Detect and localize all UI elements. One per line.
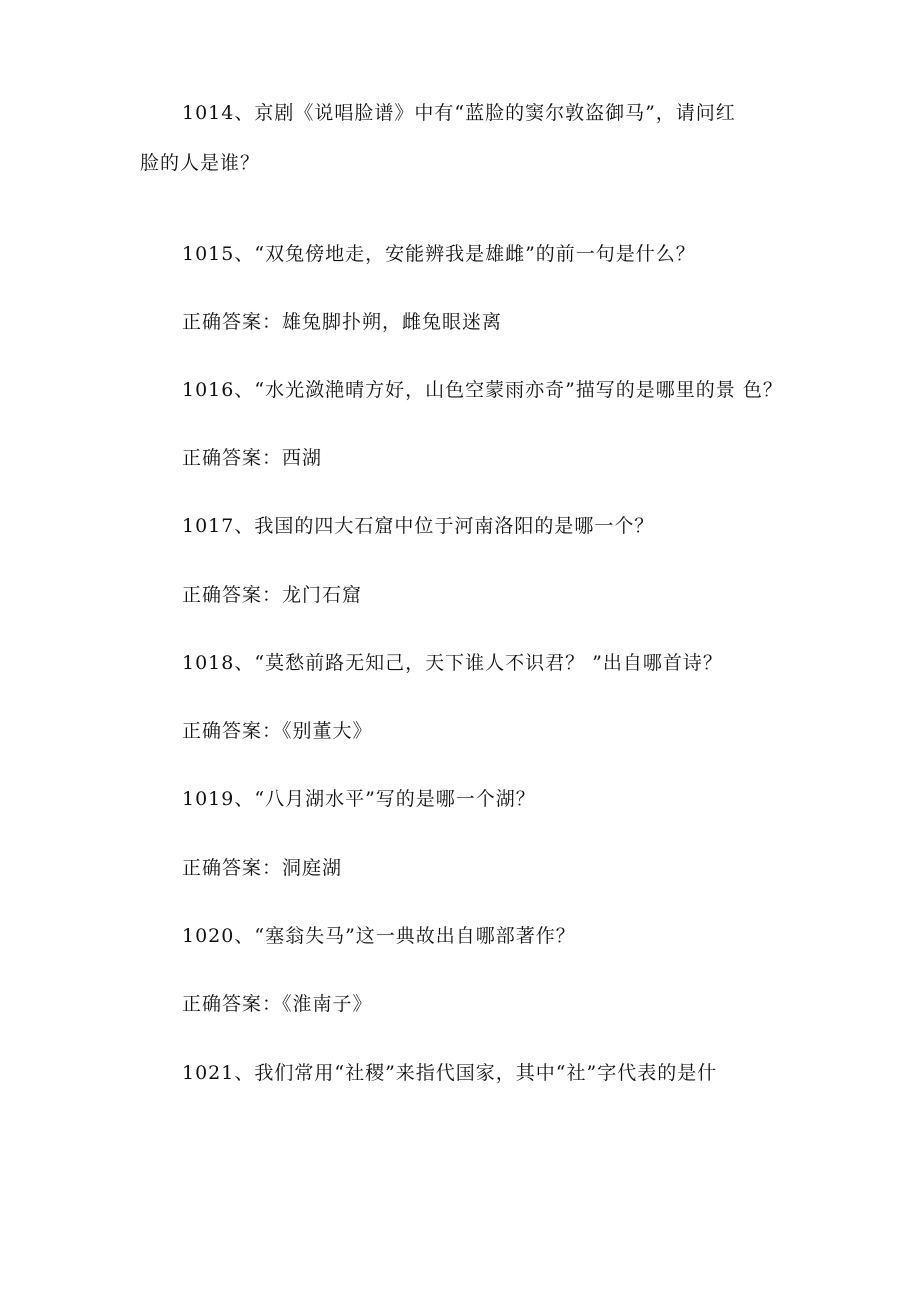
question-1019: 1019、“八月湖水平”写的是哪一个湖？ <box>182 788 536 810</box>
answer-1017: 正确答案：龙门石窟 <box>182 584 363 606</box>
answer-1019: 正确答案：洞庭湖 <box>182 857 343 879</box>
answer-1016: 正确答案：西湖 <box>182 447 323 469</box>
question-1015: 1015、“双兔傍地走，安能辨我是雄雌”的前一句是什么？ <box>182 243 696 265</box>
question-1016: 1016、“水光潋滟晴方好，山色空蒙雨亦奇”描写的是哪里的景 色？ <box>182 379 783 401</box>
answer-1020: 正确答案：《淮南子》 <box>182 993 373 1015</box>
question-1020: 1020、“塞翁失马”这一典故出自哪部著作？ <box>182 925 576 947</box>
question-1018: 1018、“莫愁前路无知己，天下谁人不识君？ ”出自哪首诗？ <box>182 652 723 674</box>
question-1021: 1021、我们常用“社稷”来指代国家，其中“社”字代表的是什 <box>182 1062 718 1084</box>
question-1017: 1017、我国的四大石窟中位于河南洛阳的是哪一个？ <box>182 515 655 537</box>
question-1014-line-2: 脸的人是谁？ <box>140 152 261 174</box>
answer-1015: 正确答案：雄兔脚扑朔，雌兔眼迷离 <box>182 311 503 333</box>
answer-1018: 正确答案：《别董大》 <box>182 720 373 742</box>
question-1014-line-1: 1014、京剧《说唱脸谱》中有“蓝脸的窦尔敦盗御马”，请问红 <box>182 102 736 124</box>
